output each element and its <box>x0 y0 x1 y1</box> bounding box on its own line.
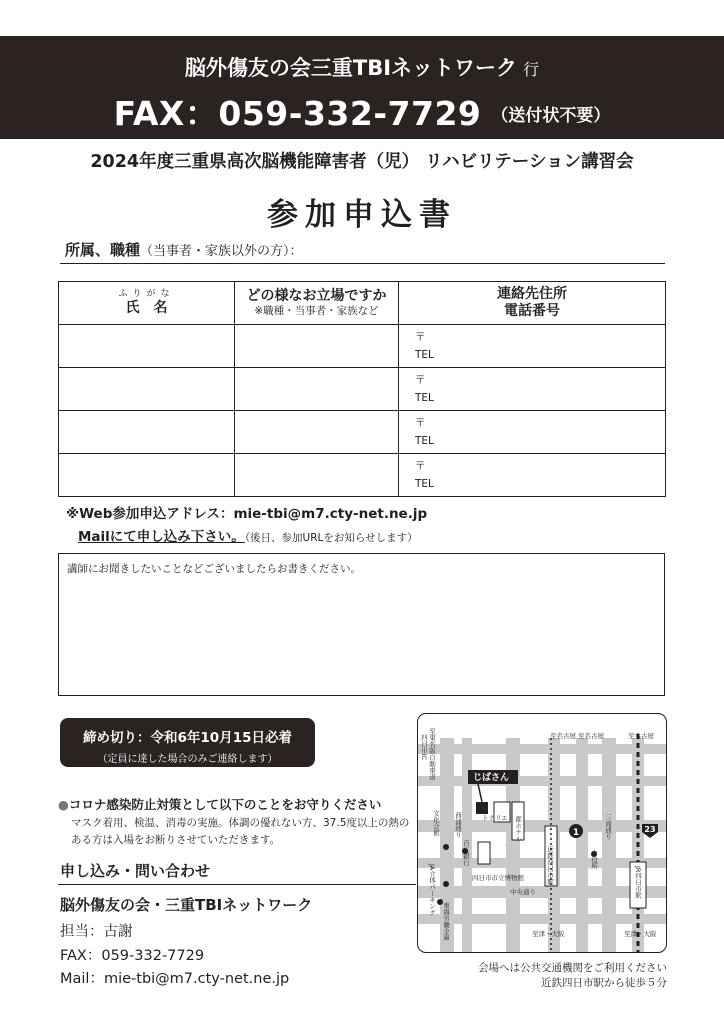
venue-building <box>476 802 488 814</box>
deadline-text: 締め切り：令和6年10月15日必着 <box>83 730 292 746</box>
recipient-name: 脳外傷友の会三重TBIネットワーク <box>184 56 518 80</box>
venue-pointer <box>478 784 482 802</box>
name-cell[interactable] <box>59 411 235 454</box>
position-cell[interactable] <box>235 454 399 497</box>
contact-column-header <box>399 282 666 325</box>
organization-name: 脳外傷友の会・三重TBIネットワーク <box>60 896 313 914</box>
cover-sheet-note: （送付状不要） <box>491 106 611 126</box>
road <box>418 914 666 924</box>
position-cell[interactable] <box>235 325 399 368</box>
position-cell[interactable] <box>235 368 399 411</box>
affiliation-label <box>65 239 303 260</box>
postal-mark: 〒 <box>415 374 426 386</box>
to-tsu-1: 至津・大阪 <box>532 930 565 938</box>
tel-label: TEL <box>415 435 434 447</box>
affiliation-input-line[interactable] <box>60 263 665 264</box>
jr-station-label: JR四日市駅 <box>634 866 642 899</box>
name-column-header <box>59 282 235 325</box>
to-nagoya-2: 至名古屋 <box>578 732 604 740</box>
tokai-label: 東海労働金庫 <box>442 902 450 941</box>
mail-note: （後日、参加URLをお知らせします） <box>244 532 418 544</box>
to-tsu-2: 至津・大阪 <box>624 930 657 938</box>
nishiura-label: 西浦通り <box>454 812 462 838</box>
web-address-line: ※Web参加申込アドレス：mie-tbi@m7.cty-net.ne.jp <box>66 506 428 522</box>
access-map <box>417 713 667 953</box>
route-1-label: 1 <box>572 828 580 838</box>
contact-cell[interactable] <box>399 325 666 368</box>
position-cell[interactable] <box>235 411 399 454</box>
tel-label: TEL <box>415 392 434 404</box>
road <box>418 776 666 786</box>
fax-header-banner <box>0 36 724 139</box>
affiliation-note: （当事者・家族以外の方）： <box>140 244 303 259</box>
contact-mail: Mail：mie-tbi@m7.cty-net.ne.jp <box>60 971 290 987</box>
tel-label: TEL <box>415 349 434 361</box>
contact-cell[interactable] <box>399 454 666 497</box>
question-box-label: 講師にお聞きしたいことなどございましたらお書きください。 <box>67 563 361 575</box>
bunka-label: 文化会館 <box>432 810 440 836</box>
position-label: どの様なお立場ですか <box>246 288 387 305</box>
ic-label: 四日市IC <box>420 734 428 760</box>
venue-label: じばさん <box>473 773 510 783</box>
higashi-label: 至東名阪自動車道 <box>428 728 436 780</box>
museum-label: 四日市市立博物館 <box>472 874 524 882</box>
covid-text: マスク着用、検温、消毒の実施。体調の優れない方、37.5度以上の熱のある方は入場をお断りさせていただきます。 <box>71 817 410 846</box>
road <box>418 744 666 754</box>
registration-table <box>58 281 666 497</box>
event-title: 2024年度三重県高次脳機能障害者（児） リハビリテーション講習会 <box>90 152 634 172</box>
table-row <box>59 325 666 368</box>
table-row <box>59 411 666 454</box>
museum-building <box>478 842 490 864</box>
map-note-walk: 近鉄四日市駅から徒歩５分 <box>541 977 667 989</box>
furigana-label: ふりがな <box>118 289 175 300</box>
road <box>418 886 666 898</box>
deadline-note: （定員に達した場合のみご連絡します） <box>97 754 278 765</box>
postal-mark: 〒 <box>415 460 426 472</box>
postal-mark: 〒 <box>415 331 426 343</box>
to-nagoya-1: 至名古屋 <box>550 732 576 740</box>
contact-fax: FAX：059-332-7729 <box>60 948 205 964</box>
hyakugo-label: 百五銀行 <box>462 840 470 866</box>
city-hall-label: 市役所 <box>590 850 598 870</box>
tel-label: TEL <box>415 478 434 490</box>
name-label: 氏 名 <box>125 300 168 316</box>
ja-dot <box>443 881 449 887</box>
table-row <box>59 368 666 411</box>
affiliation-main: 所属、職種 <box>65 241 141 259</box>
miyako-hotel-label: 都ホテル <box>514 816 522 842</box>
mail-instruction-line <box>78 525 418 545</box>
deadline-badge <box>60 718 315 767</box>
recipient-suffix: 行 <box>523 60 540 79</box>
fax-number-line <box>0 88 724 135</box>
inquiry-divider <box>58 884 416 885</box>
table-row <box>59 454 666 497</box>
covid-heading <box>58 795 381 813</box>
form-title: 参加申込書 <box>267 197 457 233</box>
question-box[interactable] <box>58 553 665 696</box>
mitaki-label: 三滝通り <box>604 814 612 840</box>
covid-title: コロナ感染防止対策として以下のことをお守りください <box>68 797 382 812</box>
map-note-transport: 会場へは公共交通機関をご利用ください <box>478 962 667 974</box>
name-cell[interactable] <box>59 454 235 497</box>
ja-label: JA立体パーキング <box>428 864 436 916</box>
to-nagoya-3: 至名古屋 <box>628 732 654 740</box>
position-sublabel: ※職種・当事者・家族など <box>254 305 379 318</box>
fax-number: FAX：059-332-7729 <box>113 94 482 133</box>
tonarie-label: トナリエ <box>482 814 508 822</box>
chuo-dori-label: 中央通り <box>510 888 536 896</box>
route-23-label: 23 <box>644 825 656 834</box>
bunka-dot <box>443 844 449 850</box>
bullet-icon: ● <box>58 797 69 812</box>
contact-label: 連絡先住所 <box>497 286 567 303</box>
name-cell[interactable] <box>59 368 235 411</box>
contact-person: 担当：古謝 <box>60 924 133 940</box>
table-header-row <box>59 282 666 325</box>
mail-instruction: Mailにて申し込み下さい。 <box>78 529 245 545</box>
position-column-header <box>235 282 399 325</box>
postal-mark: 〒 <box>415 417 426 429</box>
phone-label: 電話番号 <box>504 303 560 319</box>
road <box>418 858 666 868</box>
inquiry-heading: 申し込み・問い合わせ <box>60 862 211 880</box>
kintetsu-station-label: 近鉄四日市駅 <box>546 846 554 885</box>
fax-recipient <box>0 52 724 82</box>
name-cell[interactable] <box>59 325 235 368</box>
contact-cell[interactable] <box>399 368 666 411</box>
contact-cell[interactable] <box>399 411 666 454</box>
